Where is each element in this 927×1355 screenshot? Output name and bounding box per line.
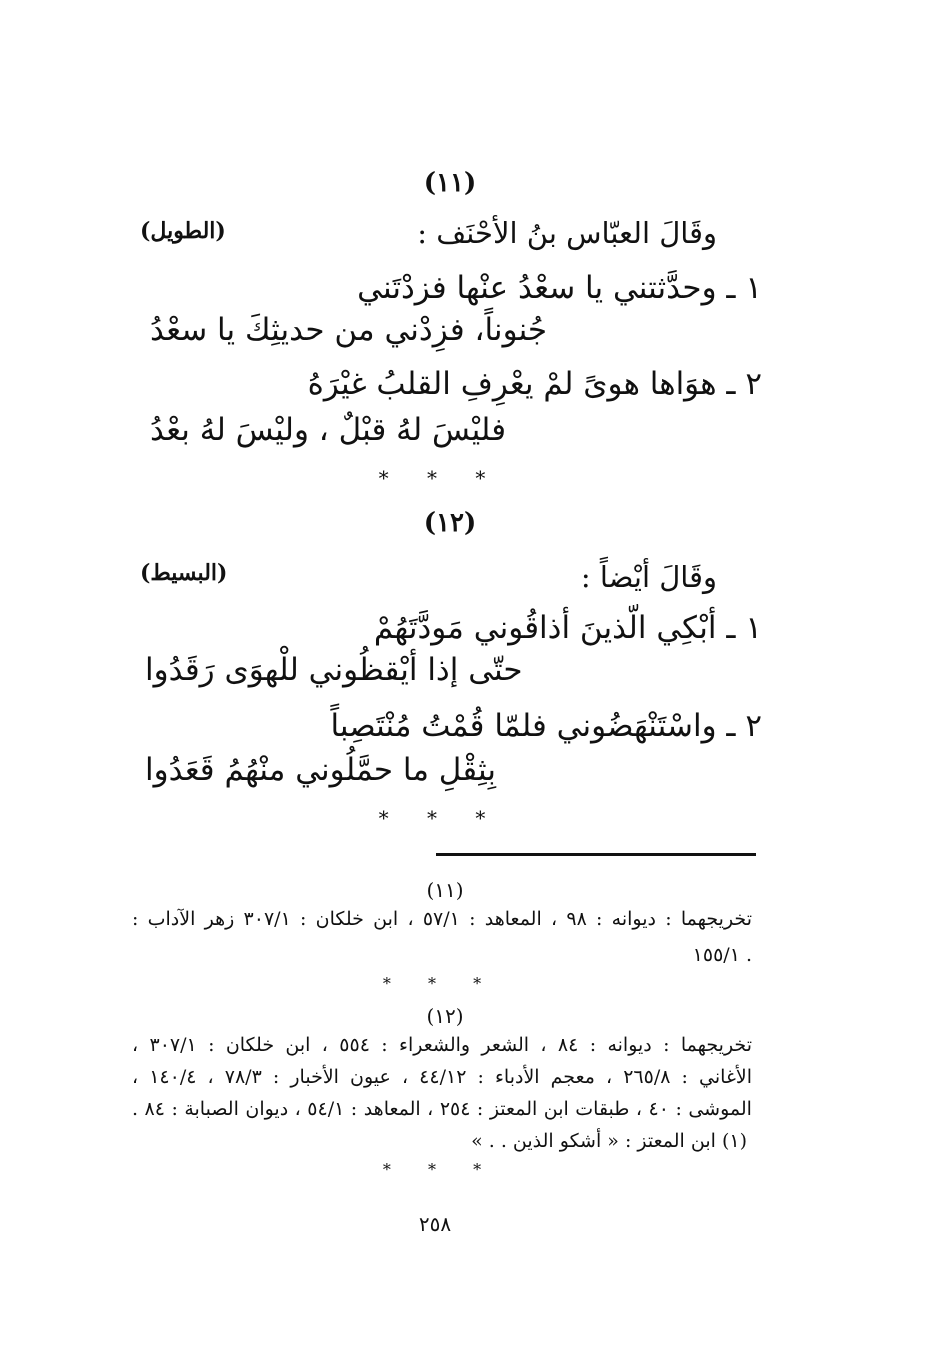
- poem-intro: وقَالَ أيْضاً :: [580, 560, 717, 594]
- verse-second-hemistich: فليْسَ لهُ قبْلٌ ، وليْسَ لهُ بعْدُ: [150, 412, 507, 448]
- poem-meter: (البسيط): [140, 560, 228, 586]
- poem-number: (١١): [423, 168, 477, 198]
- verse-second-hemistich: حتّى إذا أيْقظُوني للْهوَى رَقَدُوا: [145, 652, 523, 688]
- verse-first-hemistich: ٢ ـ هوَاها هوىً لمْ يعْرِفِ القلبُ غيْرَهُ: [307, 366, 762, 402]
- footnote-line: ١٥٥/١ .: [692, 944, 752, 966]
- verse-first-hemistich: ٢ ـ واسْتَنْهَضُوني فلمّا قُمْتُ مُنْتَصِباً: [330, 708, 762, 744]
- footnote-line: تخريجهما : ديوانه : ٨٤ ، الشعر والشعراء : ٥٥٤ ، ابن خلكان : ٣٠٧/١ ،: [132, 1034, 752, 1056]
- section-separator: * * *: [378, 806, 502, 830]
- footnote-divider: [436, 853, 756, 856]
- footnote-number: (١٢): [426, 1004, 464, 1028]
- section-separator: * * *: [382, 1160, 498, 1179]
- poem-number: (١٢): [423, 508, 477, 538]
- verse-first-hemistich: ١ ـ وحدَّثتني يا سعْدُ عنْها فزدْتَني: [357, 270, 762, 306]
- verse-first-hemistich: ١ ـ أبْكِي الّذينَ أذاقُوني مَودَّتَهُمْ: [373, 610, 762, 646]
- page-number: ٢٥٨: [418, 1212, 452, 1236]
- section-separator: * * *: [382, 974, 498, 993]
- poem-meter: (الطويل): [140, 218, 226, 244]
- footnote-variant-note: (١) ابن المعتز : « أشكو الذين . . »: [471, 1130, 747, 1152]
- verse-second-hemistich: جُنوناً، فزِدْني من حديثِكَ يا سعْدُ: [150, 312, 548, 348]
- footnote-line: الأغاني : ٢٦٥/٨ ، معجم الأدباء : ٤٤/١٢ ، عيون الأخبار : ٧٨/٣ ، ١٤٠/٤ ،: [132, 1066, 752, 1088]
- footnote-number: (١١): [426, 878, 464, 902]
- verse-second-hemistich: بِثِقْلِ ما حمَّلُوني منْهُمُ قَعَدُوا: [145, 752, 496, 788]
- poem-intro: وقَالَ العبّاس بنُ الأحْنَف :: [417, 216, 717, 250]
- section-separator: * * *: [378, 466, 502, 490]
- footnote-line: تخريجهما : ديوانه : ٩٨ ، المعاهد : ٥٧/١ ، ابن خلكان : ٣٠٧/١ زهر الآداب :: [132, 908, 752, 930]
- footnote-line: الموشى : ٤٠ ، طبقات ابن المعتز : ٢٥٤ ، المعاهد : ٥٤/١ ، ديوان الصبابة : ٨٤ .: [132, 1098, 752, 1120]
